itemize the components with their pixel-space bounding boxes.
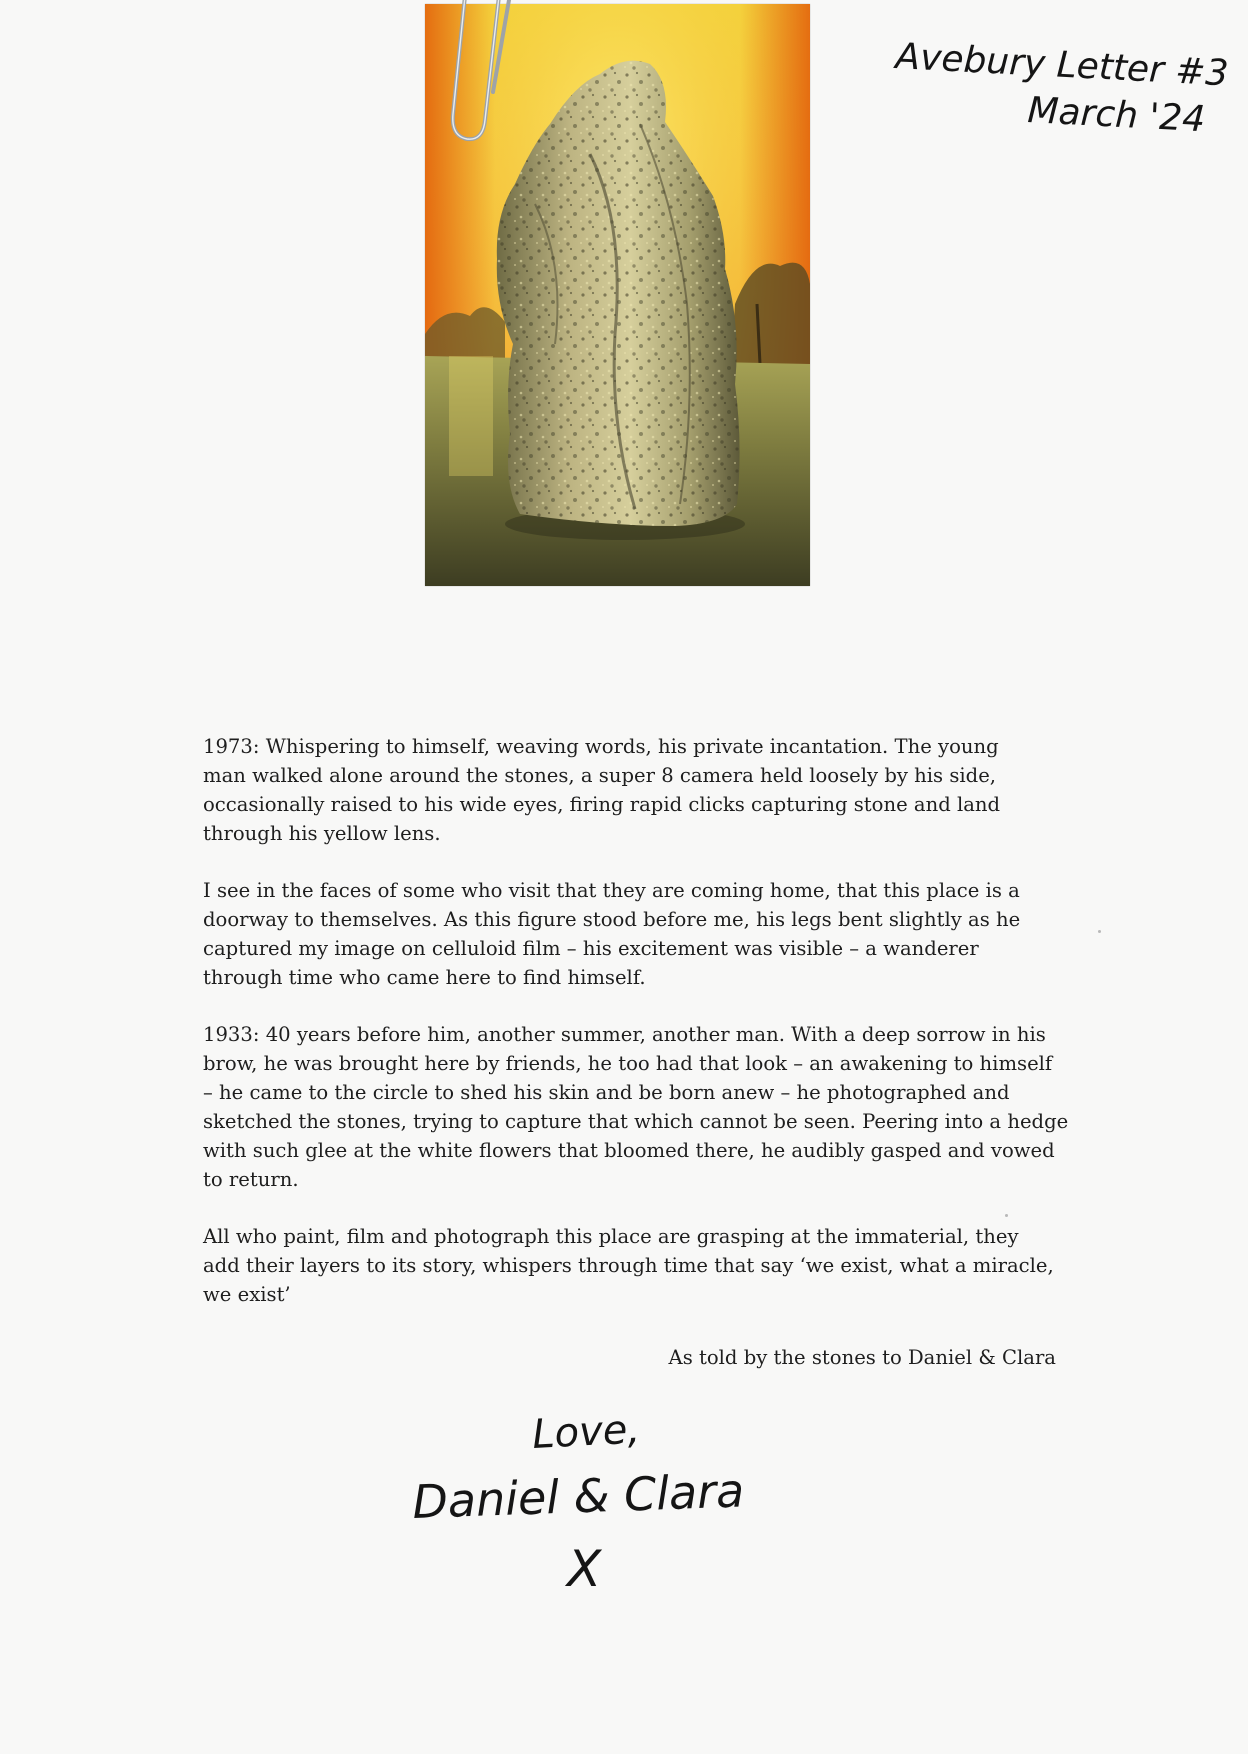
signoff-closing: Love,	[531, 1406, 642, 1458]
paragraph-visitors: I see in the faces of some who visit that they are coming home, that this place is a doorway to themselves. As this figure stood before me, his legs bent slightly as he captured my image on celluloid film – his excitement was visible – a wanderer through time who came here to find himself.	[203, 879, 1021, 989]
paragraph-1973: 1973: Whispering to himself, weaving words, his private incantation. The young man walked alone around the stones, a super 8 camera held loosely by his side, occasionally raised to his wide eyes, firing rapid clicks capturing stone and land through his yellow lens.	[203, 735, 1001, 845]
signoff	[405, 1400, 805, 1610]
letter-body	[203, 733, 1083, 1339]
paragraph-1933: 1933: 40 years before him, another summer, another man. With a deep sorrow in his brow, he was brought here by friends, he too had that look – an awakening to himself – he came to the circle to shed his skin and be born anew – he photographed and sketched the stones, trying to capture that which cannot be seen. Peering into a hedge with such glee at the white flowers that bloomed there, he audibly gasped and vowed to return.	[203, 1023, 1069, 1191]
paragraph-closing: All who paint, film and photograph this place are grasping at the immaterial, they add their layers to its story, whispers through time that say ‘we exist, what a miracle, we exist’	[203, 1225, 1054, 1307]
letter-header	[894, 36, 1230, 148]
attribution-line: As told by the stones to Daniel & Clara	[668, 1346, 1056, 1369]
letter-date: March '24	[1026, 90, 1207, 141]
page-edge	[1248, 0, 1254, 1754]
signoff-kiss: X	[567, 1540, 602, 1598]
paper-speck	[1098, 930, 1101, 933]
signoff-names: Daniel & Clara	[411, 1463, 746, 1529]
paper-speck	[1005, 1214, 1008, 1217]
letter-title: Avebury Letter #3	[894, 36, 1230, 95]
paperclip-icon	[443, 0, 515, 148]
